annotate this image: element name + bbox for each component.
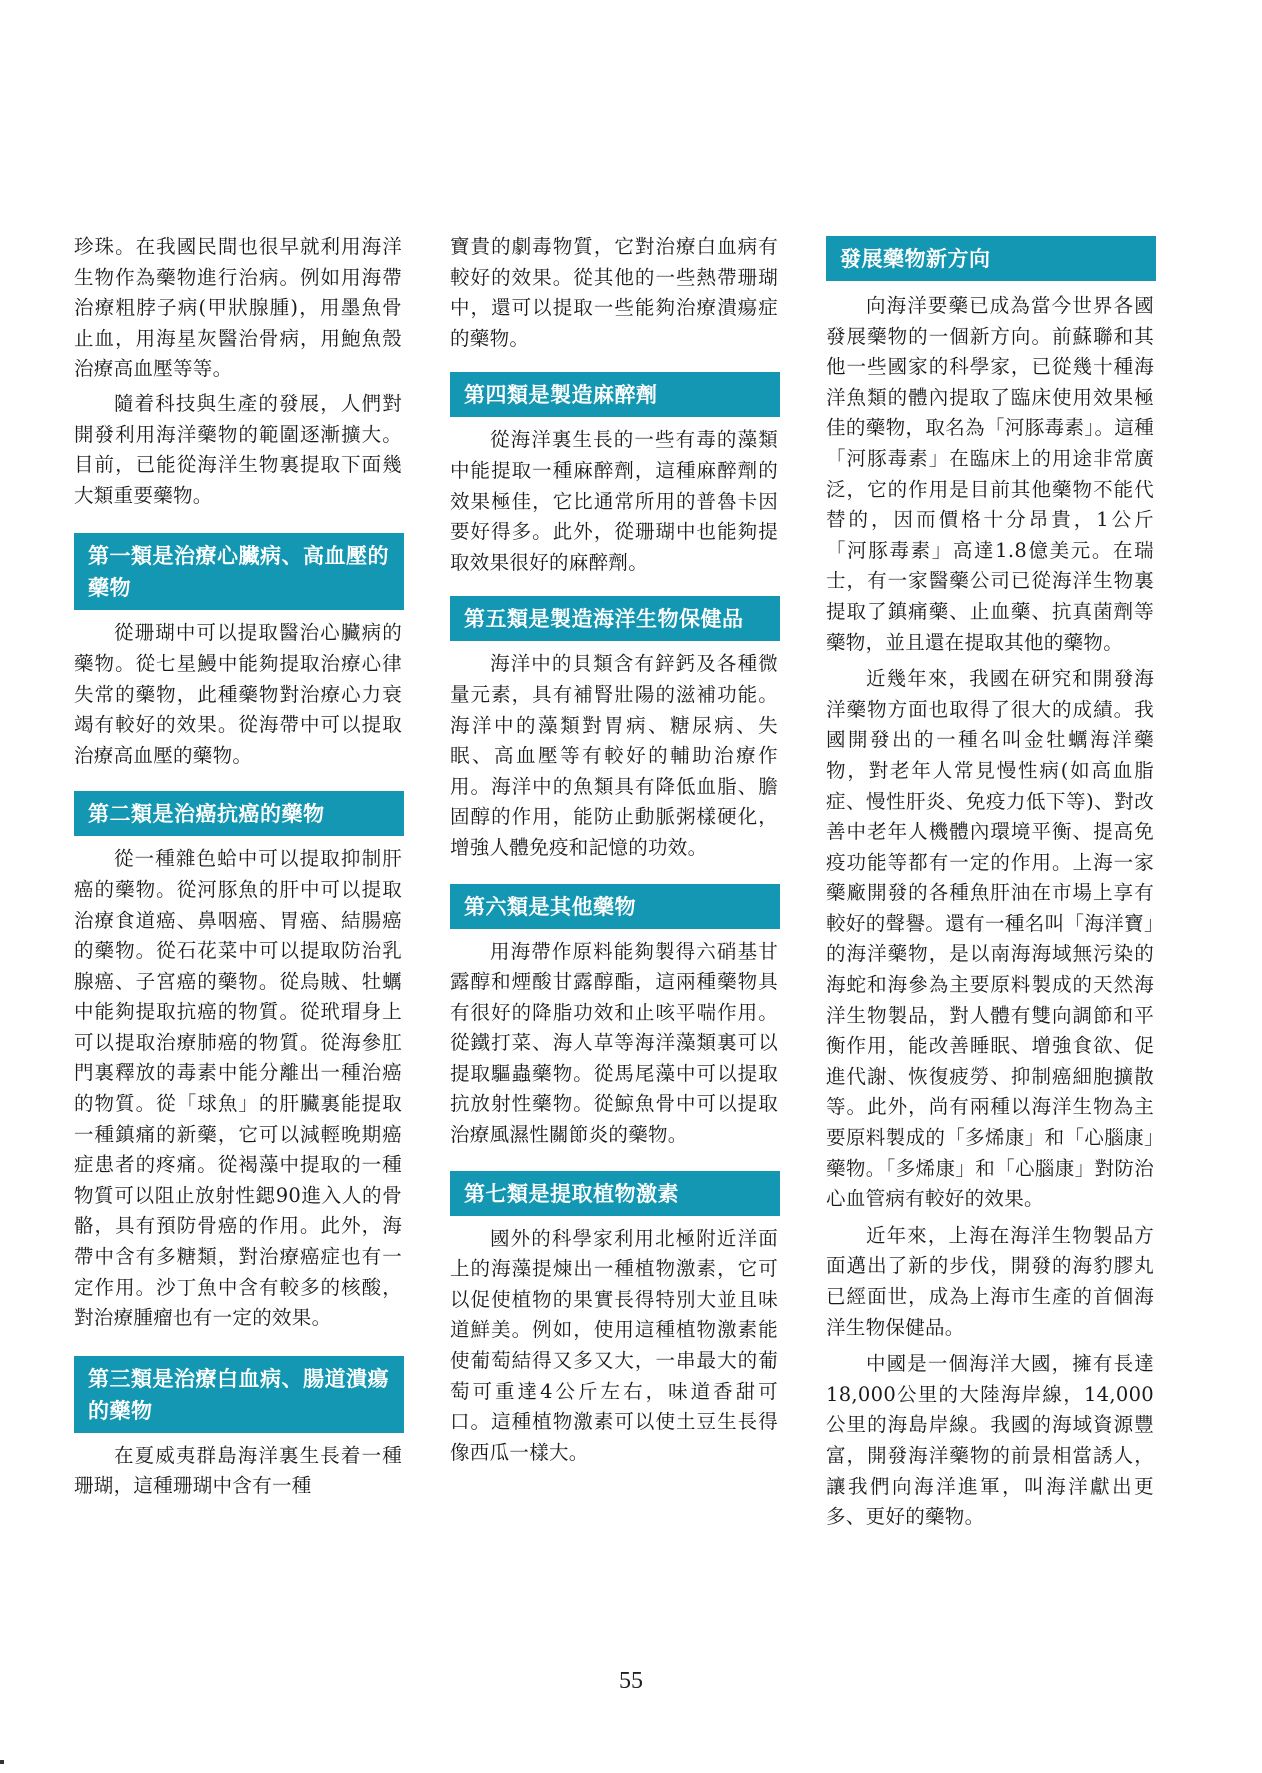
section-heading-3: 第三類是治療白血病、腸道潰瘍的藥物 (74, 1356, 404, 1433)
paragraph: 從珊瑚中可以提取醫治心臟病的藥物。從七星鰻中能夠提取治療心律失常的藥物，此種藥物對治療心力衰竭有較好的效果。從海帶中可以提取治療高血壓的藥物。 (74, 621, 402, 767)
section-heading-6: 第六類是其他藥物 (450, 884, 780, 929)
section-heading-5: 第五類是製造海洋生物保健品 (450, 596, 780, 641)
paragraph: 中國是一個海洋大國，擁有長達18,000公里的大陸海岸線，14,000公里的海島岸線。我國的海域資源豐富，開發海洋藥物的前景相當誘人，讓我們向海洋進軍，叫海洋獻出更多、更好的藥物。 (826, 1352, 1154, 1529)
paragraph: 近幾年來，我國在研究和開發海洋藥物方面也取得了很大的成績。我國開發出的一種名叫金牡蠣海洋藥物，對老年人常見慢性病(如高血脂症、慢性肝炎、免疫力低下等)、對改善中老年人機體內環境平衡、提高免疫功能等都有一定的作用。上海一家藥廠開發的各種魚肝油在市場上享有較好的聲譽。還有一種名叫「海洋寶」的海洋藥物，是以南海海域無污染的海蛇和海參為主要原料製成的天然海洋生物製品，對人體有雙向調節和平衡作用，能改善睡眠、增強食欲、促進代謝、恢復疲勞、抑制癌細胞擴散等。此外，尚有兩種以海洋生物為主要原料製成的「多烯康」和「心腦康」藥物。「多烯康」和「心腦康」對防治心血管病有較好的效果。 (826, 667, 1154, 1211)
section-heading-2: 第二類是治癌抗癌的藥物 (74, 791, 404, 836)
paragraph: 寶貴的劇毒物質，它對治療白血病有較好的效果。從其他的一些熱帶珊瑚中，還可以提取一些能夠治療潰瘍症的藥物。 (450, 235, 778, 350)
scan-mark (0, 1760, 4, 1764)
section-heading-4: 第四類是製造麻醉劑 (450, 372, 780, 417)
paragraph: 從海洋裏生長的一些有毒的藻類中能提取一種麻醉劑，這種麻醉劑的效果極佳，它比通常所用的普魯卡因要好得多。此外，從珊瑚中也能夠提取效果很好的麻醉劑。 (450, 428, 778, 574)
paragraph: 在夏威夷群島海洋裏生長着一種珊瑚，這種珊瑚中含有一種 (74, 1443, 402, 1498)
column-middle (450, 232, 778, 1468)
page-number: 55 (619, 1668, 643, 1694)
paragraph: 用海帶作原料能夠製得六硝基甘露醇和煙酸甘露醇酯，這兩種藥物具有很好的降脂功效和止咳平喘作用。從鐵打菜、海人草等海洋藻類裏可以提取驅蟲藥物。從馬尾藻中可以提取抗放射性藥物。從鯨魚骨中可以提取治療風濕性關節炎的藥物。 (450, 939, 778, 1147)
section-heading-1: 第一類是治療心臟病、高血壓的藥物 (74, 533, 404, 610)
paragraph: 隨着科技與生產的發展，人們對開發利用海洋藥物的範圍逐漸擴大。目前，已能從海洋生物裏提取下面幾大類重要藥物。 (74, 391, 402, 507)
section-heading-8: 發展藥物新方向 (826, 236, 1156, 281)
paragraph: 海洋中的貝類含有鋅鈣及各種微量元素，具有補腎壯陽的滋補功能。海洋中的藻類對胃病、糖尿病、失眠、高血壓等有較好的輔助治療作用。海洋中的魚類具有降低血脂、膽固醇的作用，能防止動脈粥樣硬化，增強人體免疫和記憶的功效。 (450, 652, 778, 859)
paragraph: 向海洋要藥已成為當今世界各國發展藥物的一個新方向。前蘇聯和其他一些國家的科學家，已從幾十種海洋魚類的體內提取了臨床使用效果極佳的藥物，取名為「河豚毒素」。這種「河豚毒素」在臨床上的用途非常廣泛，它的作用是目前其他藥物不能代替的，因而價格十分昂貴，1公斤「河豚毒素」高達1.8億美元。在瑞士，有一家醫藥公司已從海洋生物裏提取了鎮痛藥、止血藥、抗真菌劑等藥物，並且還在提取其他的藥物。 (826, 294, 1154, 654)
column-right (826, 236, 1154, 1533)
paragraph: 從一種雜色蛤中可以提取抑制肝癌的藥物。從河豚魚的肝中可以提取治療食道癌、鼻咽癌、胃癌、結腸癌的藥物。從石花菜中可以提取防治乳腺癌、子宮癌的藥物。從烏賊、牡蠣中能夠提取抗癌的物質。從玳瑁身上可以提取治療肺癌的物質。從海參肛門裏釋放的毒素中能分離出一種治癌的物質。從「球魚」的肝臟裏能提取一種鎮痛的新藥，它可以減輕晚期癌症患者的疼痛。從褐藻中提取的一種物質可以阻止放射性鍶90進入人的骨骼，具有預防骨癌的作用。此外，海帶中含有多糖類，對治療癌症也有一定作用。沙丁魚中含有較多的核酸，對治療腫瘤也有一定的效果。 (74, 847, 402, 1330)
paragraph: 近年來，上海在海洋生物製品方面邁出了新的步伐，開發的海豹膠丸已經面世，成為上海市生產的首個海洋生物保健品。 (826, 1223, 1154, 1339)
column-left (74, 232, 402, 1502)
paragraph: 國外的科學家利用北極附近洋面上的海藻提煉出一種植物激素，它可以促使植物的果實長得特別大並且味道鮮美。例如，使用這種植物激素能使葡萄結得又多又大，一串最大的葡萄可重達4公斤左右，味道香甜可口。這種植物激素可以使土豆生長得像西瓜一樣大。 (450, 1226, 778, 1464)
paragraph: 珍珠。在我國民間也很早就利用海洋生物作為藥物進行治病。例如用海帶治療粗脖子病(甲狀腺腫)，用墨魚骨止血，用海星灰醫治骨病，用鮑魚殼治療高血壓等等。 (74, 235, 402, 381)
section-heading-7: 第七類是提取植物激素 (450, 1171, 780, 1216)
